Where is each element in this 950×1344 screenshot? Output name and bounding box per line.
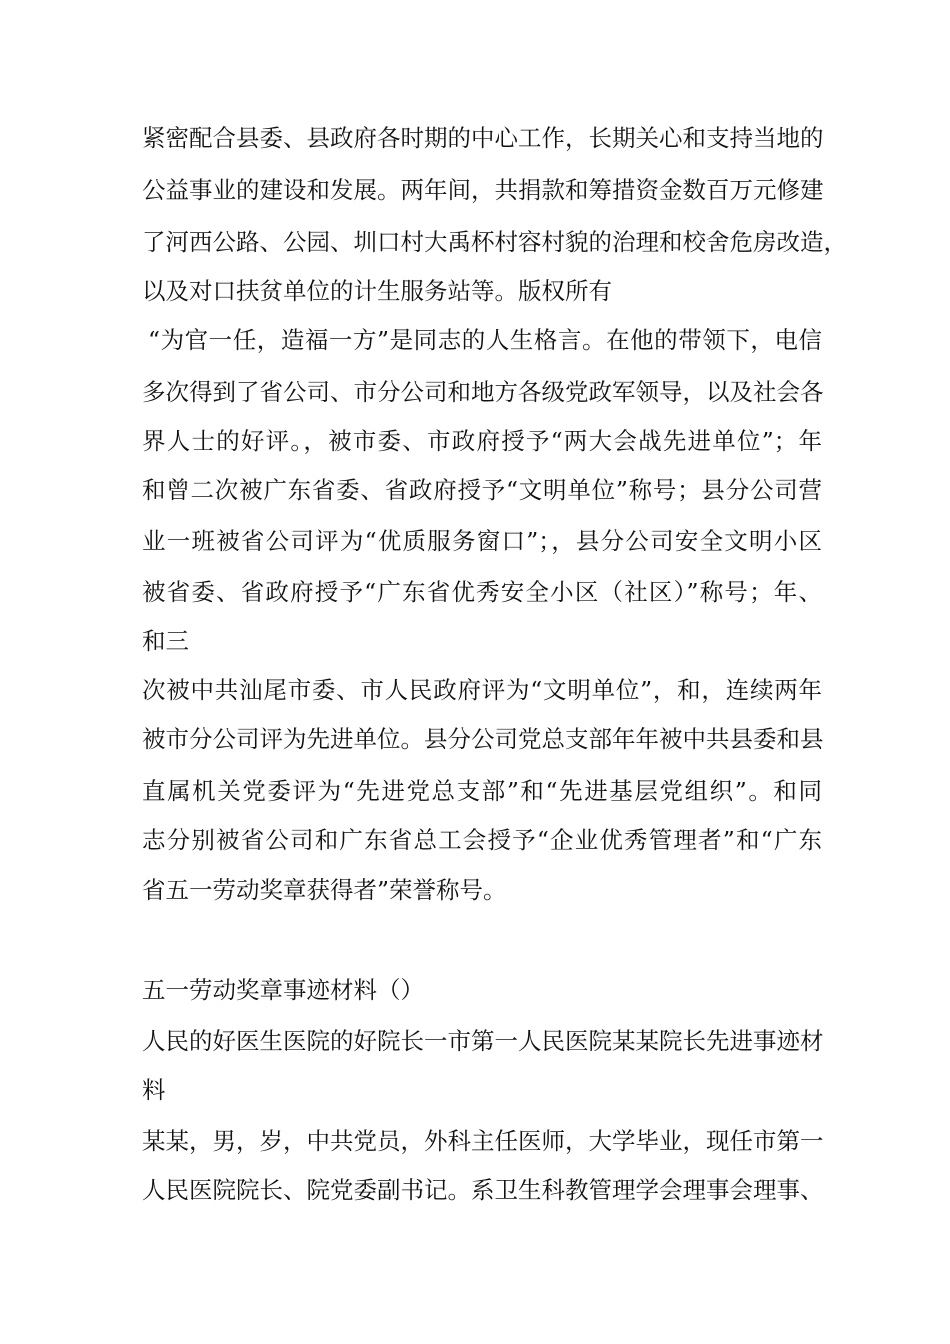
text-line: 以及对口扶贫单位的计生服务站等。版权所有	[142, 277, 612, 305]
text-line: 紧密配合县委、县政府各时期的中心工作，长期关心和支持当地的	[142, 124, 824, 152]
text-line: 志分别被省公司和广东省总工会授予“企业优秀管理者”和“广东	[142, 826, 822, 854]
text-line: 和曾二次被广东省委、省政府授予“文明单位”称号；县分公司营	[142, 476, 822, 504]
text-line: 人民医院院长、院党委副书记。系卫生科教管理学会理事会理事、	[142, 1176, 824, 1204]
text-line: 多次得到了省公司、市分公司和地方各级党政军领导，以及社会各	[142, 378, 824, 406]
text-line: “为官一任，造福一方”是同志的人生格言。在他的带领下，电信	[148, 326, 822, 354]
article-title: 人民的好医生医院的好院长一市第一人民医院某某院长先进事迹材	[142, 1027, 824, 1055]
article-title-continued: 料	[142, 1076, 166, 1104]
section-heading: 五一劳动奖章事迹材料（）	[142, 976, 424, 1004]
text-line: 公益事业的建设和发展。两年间，共捐款和筹措资金数百万元修建	[142, 176, 824, 204]
text-line: 次被中共汕尾市委、市人民政府评为“文明单位”，和，连续两年	[142, 676, 822, 704]
text-line: 省五一劳动奖章获得者”荣誉称号。	[142, 876, 507, 904]
text-line: 了河西公路、公园、圳口村大禹杯村容村貌的治理和校舍危房改造，	[142, 228, 847, 256]
text-line: 直属机关党委评为“先进党总支部”和“先进基层党组织”。和同	[142, 777, 822, 805]
text-line: 业一班被省公司评为“优质服务窗口”；，县分公司安全文明小区	[142, 527, 822, 555]
text-line: 和三	[142, 627, 189, 655]
text-line: 被省委、省政府授予“广东省优秀安全小区（社区）”称号；年、	[142, 578, 822, 606]
text-line: 界人士的好评。，被市委、市政府授予“两大会战先进单位”；年	[142, 427, 822, 455]
text-line: 被市分公司评为先进单位。县分公司党总支部年年被中共县委和县	[142, 725, 824, 753]
text-line: 某某，男，岁，中共党员，外科主任医师，大学毕业，现任市第一	[142, 1127, 824, 1155]
